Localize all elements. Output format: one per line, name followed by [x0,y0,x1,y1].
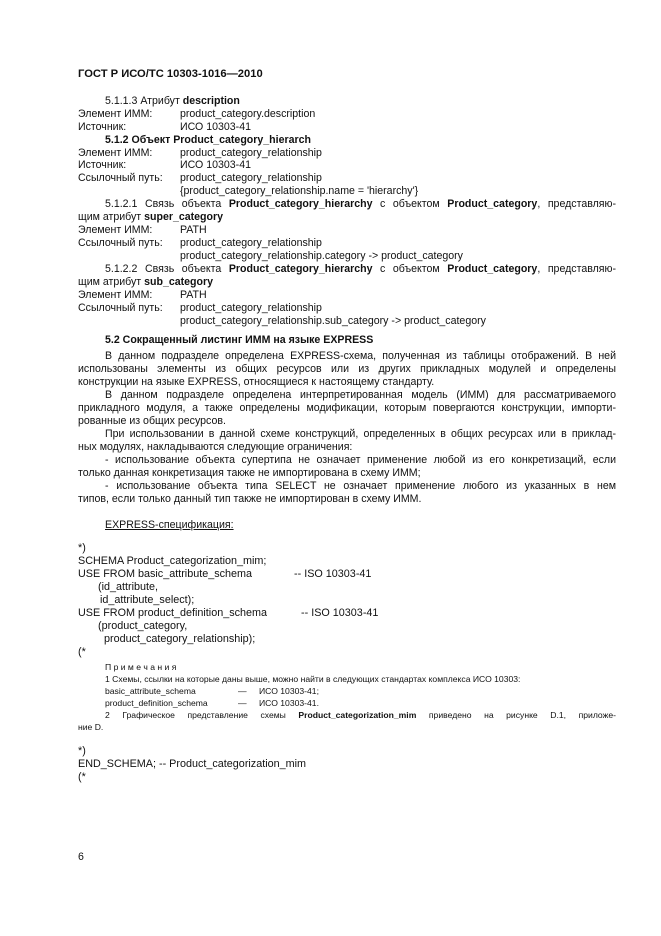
code-line: SCHEMA Product_categorization_mim; [78,555,267,567]
row-value: ИСО 10303-41 [180,121,251,133]
code-comment: -- ISO 10303-41 [294,568,372,580]
paragraph-line: рованные из общих ресурсов. [78,415,226,427]
row-value: PATH [180,224,207,236]
note-ref-dash: — [238,686,247,696]
paragraph-line: В данном подразделе определена интерпретированная модель (ИММ) для рассматриваемого [105,389,616,401]
code-line: USE FROM product_definition_schema [78,607,268,619]
express-spec-label: EXPRESS-спецификация: [105,519,234,531]
note-2-cont: ние D. [78,722,104,732]
code-line: *) [78,745,86,757]
section-5-1-2-title: 5.1.2 Объект Product_category_hierarch [105,134,311,146]
row-label: Источник: [78,121,127,133]
reference-path-continuation: {product_category_relationship.name = 'hierarchy'} [180,185,419,197]
code-line: (product_category, [98,620,188,632]
row-label: Ссылочный путь: [78,237,163,249]
code-line: product_category_relationship); [104,633,256,645]
row-value: product_category_relationship [180,172,322,184]
paragraph-line: - использование объекта супертипа не означает применение любой из его конкретизаций, если [105,454,616,466]
reference-path-continuation: product_category_relationship.sub_category -> product_category [180,315,486,327]
paragraph-line: конструкции на языке EXPRESS, относящиеся к настоящему стандарту. [78,376,435,388]
note-2: 2 Графическое представление схемы Product_categorization_mim приведено на рисунке D.1, приложе- [105,710,617,720]
row-label: Элемент ИММ: [78,147,153,159]
paragraph-line: использованы элементы из общих ресурсов или из других прикладных модулей и определены [78,363,616,375]
section-5-2-title: 5.2 Сокращенный листинг ИММ на языке EXPRESS [105,334,374,346]
code-line: (* [78,771,86,783]
row-label: Элемент ИММ: [78,289,153,301]
code-line: (* [78,646,86,658]
row-value: product_category_relationship [180,237,322,249]
note-1: 1 Схемы, ссылки на которые даны выше, можно найти в следующих стандартах комплекса ИСО 10303: [105,674,521,684]
paragraph-line: ных модулях, накладываются следующие ограничения: [78,441,353,453]
note-ref-dash: — [238,698,247,708]
paragraph-line: только данная конкретизация также не импортирована в схему ИММ; [78,467,421,479]
section-5-1-2-1-paragraph-cont: щим атрибут super_category [78,211,224,223]
paragraph-line: прикладного модуля, а также определены модификации, которым повергаются конструкции, импорти- [78,402,616,414]
notes-title: П р и м е ч а н и я [105,662,177,672]
row-value: ИСО 10303-41 [180,159,251,171]
paragraph-line: При использовании в данной схеме конструкций, определенных в общих ресурсах или в приклад- [105,428,616,440]
row-label: Элемент ИММ: [78,108,153,120]
code-line: END_SCHEMA; -- Product_categorization_mim [78,758,307,770]
paragraph-line: В данном подразделе определена EXPRESS-схема, полученная из таблицы отображений. В ней [105,350,616,362]
reference-path-continuation: product_category_relationship.category -> product_category [180,250,463,262]
row-label: Источник: [78,159,127,171]
code-line: (id_attribute, [98,581,159,593]
row-value: product_category.description [180,108,316,120]
row-value: PATH [180,289,207,301]
code-comment: -- ISO 10303-41 [301,607,379,619]
section-5-1-2-1-paragraph: 5.1.2.1 Связь объекта Product_category_hierarchy с объектом Product_category, представляю- [105,198,616,210]
section-5-1-2-2-paragraph: 5.1.2.2 Связь объекта Product_category_hierarchy с объектом Product_category, представляю- [105,263,616,275]
row-label: Ссылочный путь: [78,302,163,314]
row-label: Ссылочный путь: [78,172,163,184]
section-5-1-2-2-paragraph-cont: щим атрибут sub_category [78,276,213,288]
code-line: id_attribute_select); [100,594,195,606]
row-value: product_category_relationship [180,147,322,159]
section-5-1-1-3-title: 5.1.1.3 Атрибут description [105,95,240,107]
code-line: *) [78,542,86,554]
note-ref-standard: ИСО 10303-41. [259,698,319,708]
paragraph-line: типов, если только данный тип также не импортирован в схему ИММ. [78,493,422,505]
row-value: product_category_relationship [180,302,322,314]
code-line: USE FROM basic_attribute_schema [78,568,253,580]
document-header: ГОСТ Р ИСО/ТС 10303-1016—2010 [78,68,263,80]
page-number: 6 [78,851,84,863]
note-ref-name: product_definition_schema [105,698,208,708]
note-ref-name: basic_attribute_schema [105,686,196,696]
note-ref-standard: ИСО 10303-41; [259,686,319,696]
paragraph-line: - использование объекта типа SELECT не означает применение любого из указанных в нем [105,480,616,492]
row-label: Элемент ИММ: [78,224,153,236]
